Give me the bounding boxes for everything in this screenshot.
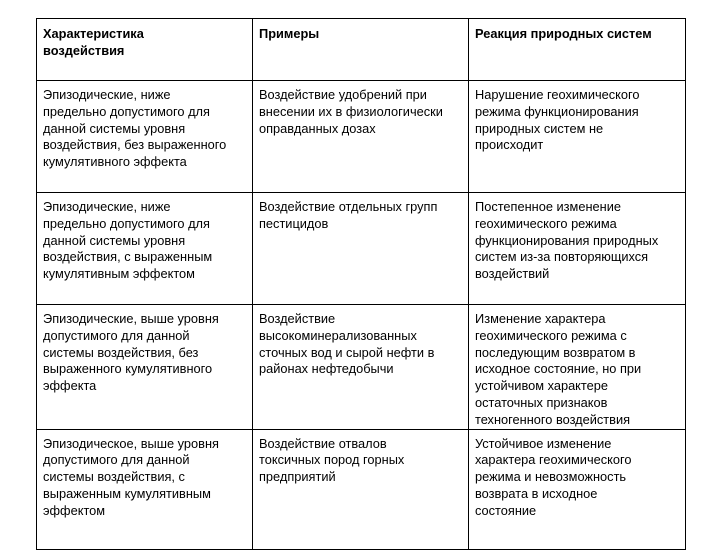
table-cell: Постепенное изменение геохимического режима функционирования природных систем из-за повторяющихся воздействий (469, 193, 686, 305)
impact-classification-table (36, 18, 686, 550)
table-row (37, 193, 686, 305)
header-impact-characteristic: Характеристика воздействия (37, 19, 253, 81)
header-natural-system-reaction: Реакция природных систем (469, 19, 686, 81)
table-cell: Эпизодические, ниже предельно допустимого для данной системы уровня воздействия, без выраженного кумулятивного эффекта (37, 81, 253, 193)
table-cell: Воздействие отдельных групп пестицидов (253, 193, 469, 305)
table-row (37, 429, 686, 549)
table-header-row (37, 19, 686, 81)
table-cell: Эпизодические, ниже предельно допустимого для данной системы уровня воздействия, с выраженным кумулятивным эффектом (37, 193, 253, 305)
header-examples: Примеры (253, 19, 469, 81)
table-cell: Эпизодическое, выше уровня допустимого для данной системы воздействия, с выраженным кумулятивным эффектом (37, 429, 253, 549)
table-cell: Устойчивое изменение характера геохимического режима и невозможность возврата в исходное состояние (469, 429, 686, 549)
table-cell: Воздействие удобрений при внесении их в физиологически оправданных дозах (253, 81, 469, 193)
table-cell: Нарушение геохимического режима функционирования природных систем не происходит (469, 81, 686, 193)
table-row (37, 81, 686, 193)
table-cell: Эпизодические, выше уровня допустимого для данной системы воздействия, без выраженного кумулятивного эффекта (37, 305, 253, 430)
table-cell: Воздействие высокоминерализованных сточных вод и сырой нефти в районах нефтедобычи (253, 305, 469, 430)
table-cell: Воздействие отвалов токсичных пород горных предприятий (253, 429, 469, 549)
table-cell: Изменение характера геохимического режима с последующим возвратом в исходное состояние, но при устойчивом характере остаточных признаков техногенного воздействия (469, 305, 686, 430)
table-row (37, 305, 686, 430)
